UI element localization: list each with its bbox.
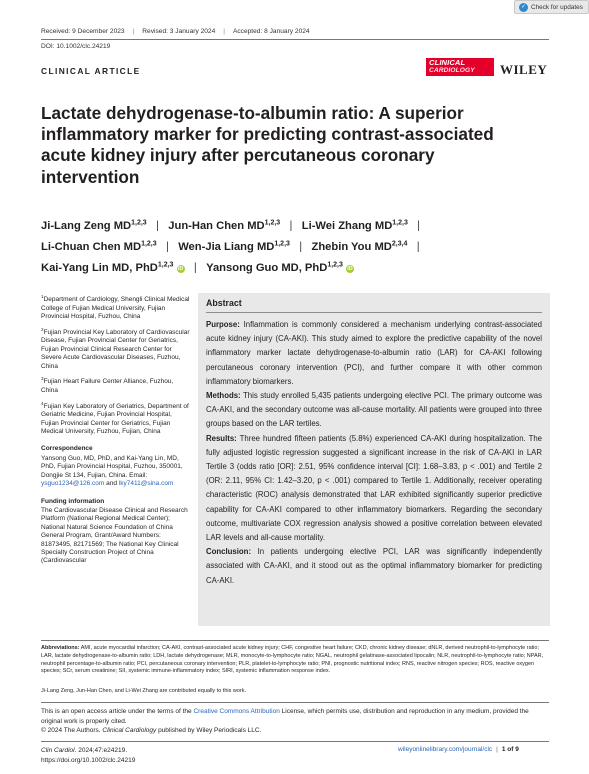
check-updates-label: Check for updates	[531, 3, 583, 11]
abstract-conclusion: Conclusion: In patients undergoing elective PCI, LAR was significantly independently associated with CA-AKI, and it stood out as the optimal inflammatory biomarker for predicting CA-AKI.	[206, 547, 542, 585]
doi-url[interactable]: https://doi.org/10.1002/clc.24219	[41, 756, 136, 764]
author[interactable]: Yansong Guo MD, PhD$^{1,2,3}$	[206, 261, 343, 275]
abstract-purpose: Purpose: Inflammation is commonly considered a mechanism underlying contrast-associated acute kidney injury (CA-AKI). This study aimed to explore the predictive capability of the novel inflammatory marker lactate dehydrogenase-to-albumin ratio (LAR) for CA-AKI following percutaneous coronary intervention (PCI), and further compare it with other common inflammatory biomarkers.	[206, 320, 542, 386]
article-title: Lactate dehydrogenase-to-albumin ratio: A superior inflammatory marker for predicting contrast-associated acute kidney injury after percutaneous coronary intervention	[41, 103, 494, 187]
affiliation: $^3$Fujian Heart Failure Center Alliance, Fuzhou, China	[41, 376, 174, 394]
citation-footer: Clin Cardiol. 2024;47:e24219. https://doi.org/10.1002/clc.24219	[41, 747, 136, 764]
affiliation: $^2$Fujian Provincial Key Laboratory of Cardiovascular Disease, Fujian Provincial Center for Geriatrics, Fujian Provincial Clinical Research Center for Severe Acute Cardiovascular Diseases, Fuzhou, China	[41, 326, 190, 370]
abstract-box	[198, 293, 550, 626]
author-list: Ji-Lang Zeng MD$^{1,2,3}$ | Jun-Han Chen MD$^{1,2,3}$ | Li-Wei Zhang MD$^{1,2,3}$ | Li-Chuan Chen MD$^{1,2,3}$ | Wen-Jia Liang MD$^{1,2,3}$ | Zhebin You MD$^{2,3,4}$ | Kai-Yang Lin MD, PhD$^{1,2,3}$ iD | Yansong Guo MD, PhD$^{1,2,3}$ iD	[41, 219, 421, 275]
article-info-column	[41, 293, 191, 566]
abstract-results: Results: Three hundred fifteen patients (5.8%) experienced CA-AKI during hospitalization. The fully adjusted logistic regression suggested a significant increase in the risk of CA-AKI in LAR Tertile 3 (odds ratio [OR]: 2.51, 95% confidence interval [CI]: 1.68–3.83, p < .001) and Tertile 2 (OR: 2.11, 95% CI: 1.42–3.20, p < .001) compared to Tertile 1. Additionally, receiver operating characteristic (ROC) analysis demonstrated that LAR exhibited significantly superior predictive capability for CA-AKI compared to other inflammatory biomarkers. Regarding the secondary outcome, multivariate COX regression analysis showed a positive correlation between elevated LAR levels and all-cause mortality.	[206, 433, 543, 543]
affiliation: $^1$Department of Cardiology, Shengli Clinical Medical College of Fujian Medical University, Fujian Provincial Hospital, Fuzhou, China	[41, 294, 190, 320]
email-link[interactable]: lky7411@sina.com	[118, 480, 174, 488]
divider	[41, 640, 549, 641]
author[interactable]: Li-Chuan Chen MD$^{1,2,3}$	[41, 240, 157, 253]
email-link[interactable]: ysguo1234@126.com	[41, 480, 105, 488]
author[interactable]: Kai-Yang Lin MD, PhD$^{1,2,3}$	[41, 261, 174, 275]
author[interactable]: Li-Wei Zhang MD$^{1,2,3}$	[301, 219, 408, 232]
author[interactable]: Wen-Jia Liang MD$^{1,2,3}$	[178, 240, 290, 253]
page-number: 1 of 9	[501, 746, 519, 753]
doi: DOI: 10.1002/clc.24219	[41, 43, 111, 50]
accepted-date: Accepted: 8 January 2024	[232, 28, 310, 35]
journal-logo-line1: CLINICAL	[429, 58, 466, 67]
journal-logo-line2: CARDIOLOGY	[429, 67, 475, 74]
divider	[41, 741, 549, 742]
date-separator: |	[132, 28, 135, 35]
equal-contribution-note: Ji-Lang Zeng, Jun-Han Chen, and Li-Wei Zhang are contributed equally to this work.	[41, 688, 247, 694]
divider	[41, 702, 549, 703]
revised-date: Revised: 3 January 2024	[142, 28, 216, 35]
affiliation: $^4$Fujian Key Laboratory of Geriatrics, Department of Geriatric Medicine, Fujian Provincial Hospital, Fujian Provincial Center for Geriatrics, Fujian Medical University, Fuzhou, Fujian, China	[41, 400, 189, 436]
date-separator: |	[223, 28, 225, 35]
article-dates	[41, 28, 310, 35]
page-footer: wileyonlinelibrary.com/journal/clc | 1 of 9	[398, 746, 519, 753]
received-date: Received: 9 December 2023	[41, 28, 125, 35]
license-link[interactable]: Creative Commons Attribution	[193, 708, 280, 715]
correspondence-text: Yansong Guo, MD, PhD, and Kai-Yang Lin, MD, PhD, Fujian Provincial Hospital, Fuzhou, 350001, Dongjie St 134, Fujian, China. Email: ysguo1234@126.com and lky7411@sina.com	[41, 454, 183, 488]
funding-heading: Funding information	[41, 497, 105, 505]
author[interactable]: Jun-Han Chen MD$^{1,2,3}$	[168, 219, 281, 232]
abstract-methods: Methods: This study enrolled 5,435 patients undergoing elective PCI. The primary outcome was CA-AKI, and the secondary outcome was all-cause mortality. All patients were grouped into three groups based on the LAR tertiles.	[206, 391, 542, 429]
correspondence-heading: Correspondence	[41, 445, 93, 453]
journal-site-link[interactable]: wileyonlinelibrary.com/journal/clc	[398, 746, 493, 753]
check-for-updates-badge[interactable]	[514, 0, 589, 14]
publisher-logo: WILEY	[500, 62, 548, 77]
author[interactable]: Ji-Lang Zeng MD$^{1,2,3}$	[41, 219, 147, 232]
orcid-icon[interactable]: iD	[347, 266, 353, 273]
article-type: CLINICAL ARTICLE	[41, 66, 141, 76]
check-updates-icon: ✓	[520, 3, 527, 10]
license-notice: This is an open access article under the terms of the Creative Commons Attribution License, which permits use, distribution and reproduction in any medium, provided the original work is properly cited. © 2024 The Authors. Clinical Cardiology published by Wiley Periodicals LLC.	[41, 708, 529, 735]
divider	[41, 39, 549, 40]
orcid-icon[interactable]: iD	[177, 266, 184, 273]
abstract-heading: Abstract	[206, 298, 542, 313]
funding-text: The Cardiovascular Disease Clinical and Research Platform (National Regional Medical Center); National Natural Science Foundation of China General Program, Grant/Award Numbers: 81873495, 82171569; The National Key Clinical Specialty Construction Project of China (Cardiovascular	[41, 506, 188, 565]
author[interactable]: Zhebin You MD$^{2,3,4}$	[311, 240, 408, 253]
journal-logo	[426, 58, 494, 76]
abbreviations: Abbreviations: AMI, acute myocardial infarction; CA-AKI, contrast-associated acute kidney injury; CHF, congestive heart failure; CKD, chronic kidney disease; dNLR, derived neutrophil-to-lymphocyte ratio; LAR, lactate dehydrogenase-to-albumin ratio; LDH, lactate dehydrogenase; MLR, monocyte-to-lymphocyte ratio; NGAL, neutrophil gelatinase-associated lipocalin; NLR, neutrophil-to-lymphocyte ratio; NPAR, neutrophil percentage-to-albumin ratio; PCI, percutaneous coronary intervention; PLR, platelet-to-lymphocyte ratio; PNI, prognostic nutritional index; RNS, reactive nitrogen species; ROS, reactive oxygen species; SCr, serum creatinine; SII, systemic immune-inflammatory index; SIRI, systemic inflammation response index.	[41, 645, 544, 675]
